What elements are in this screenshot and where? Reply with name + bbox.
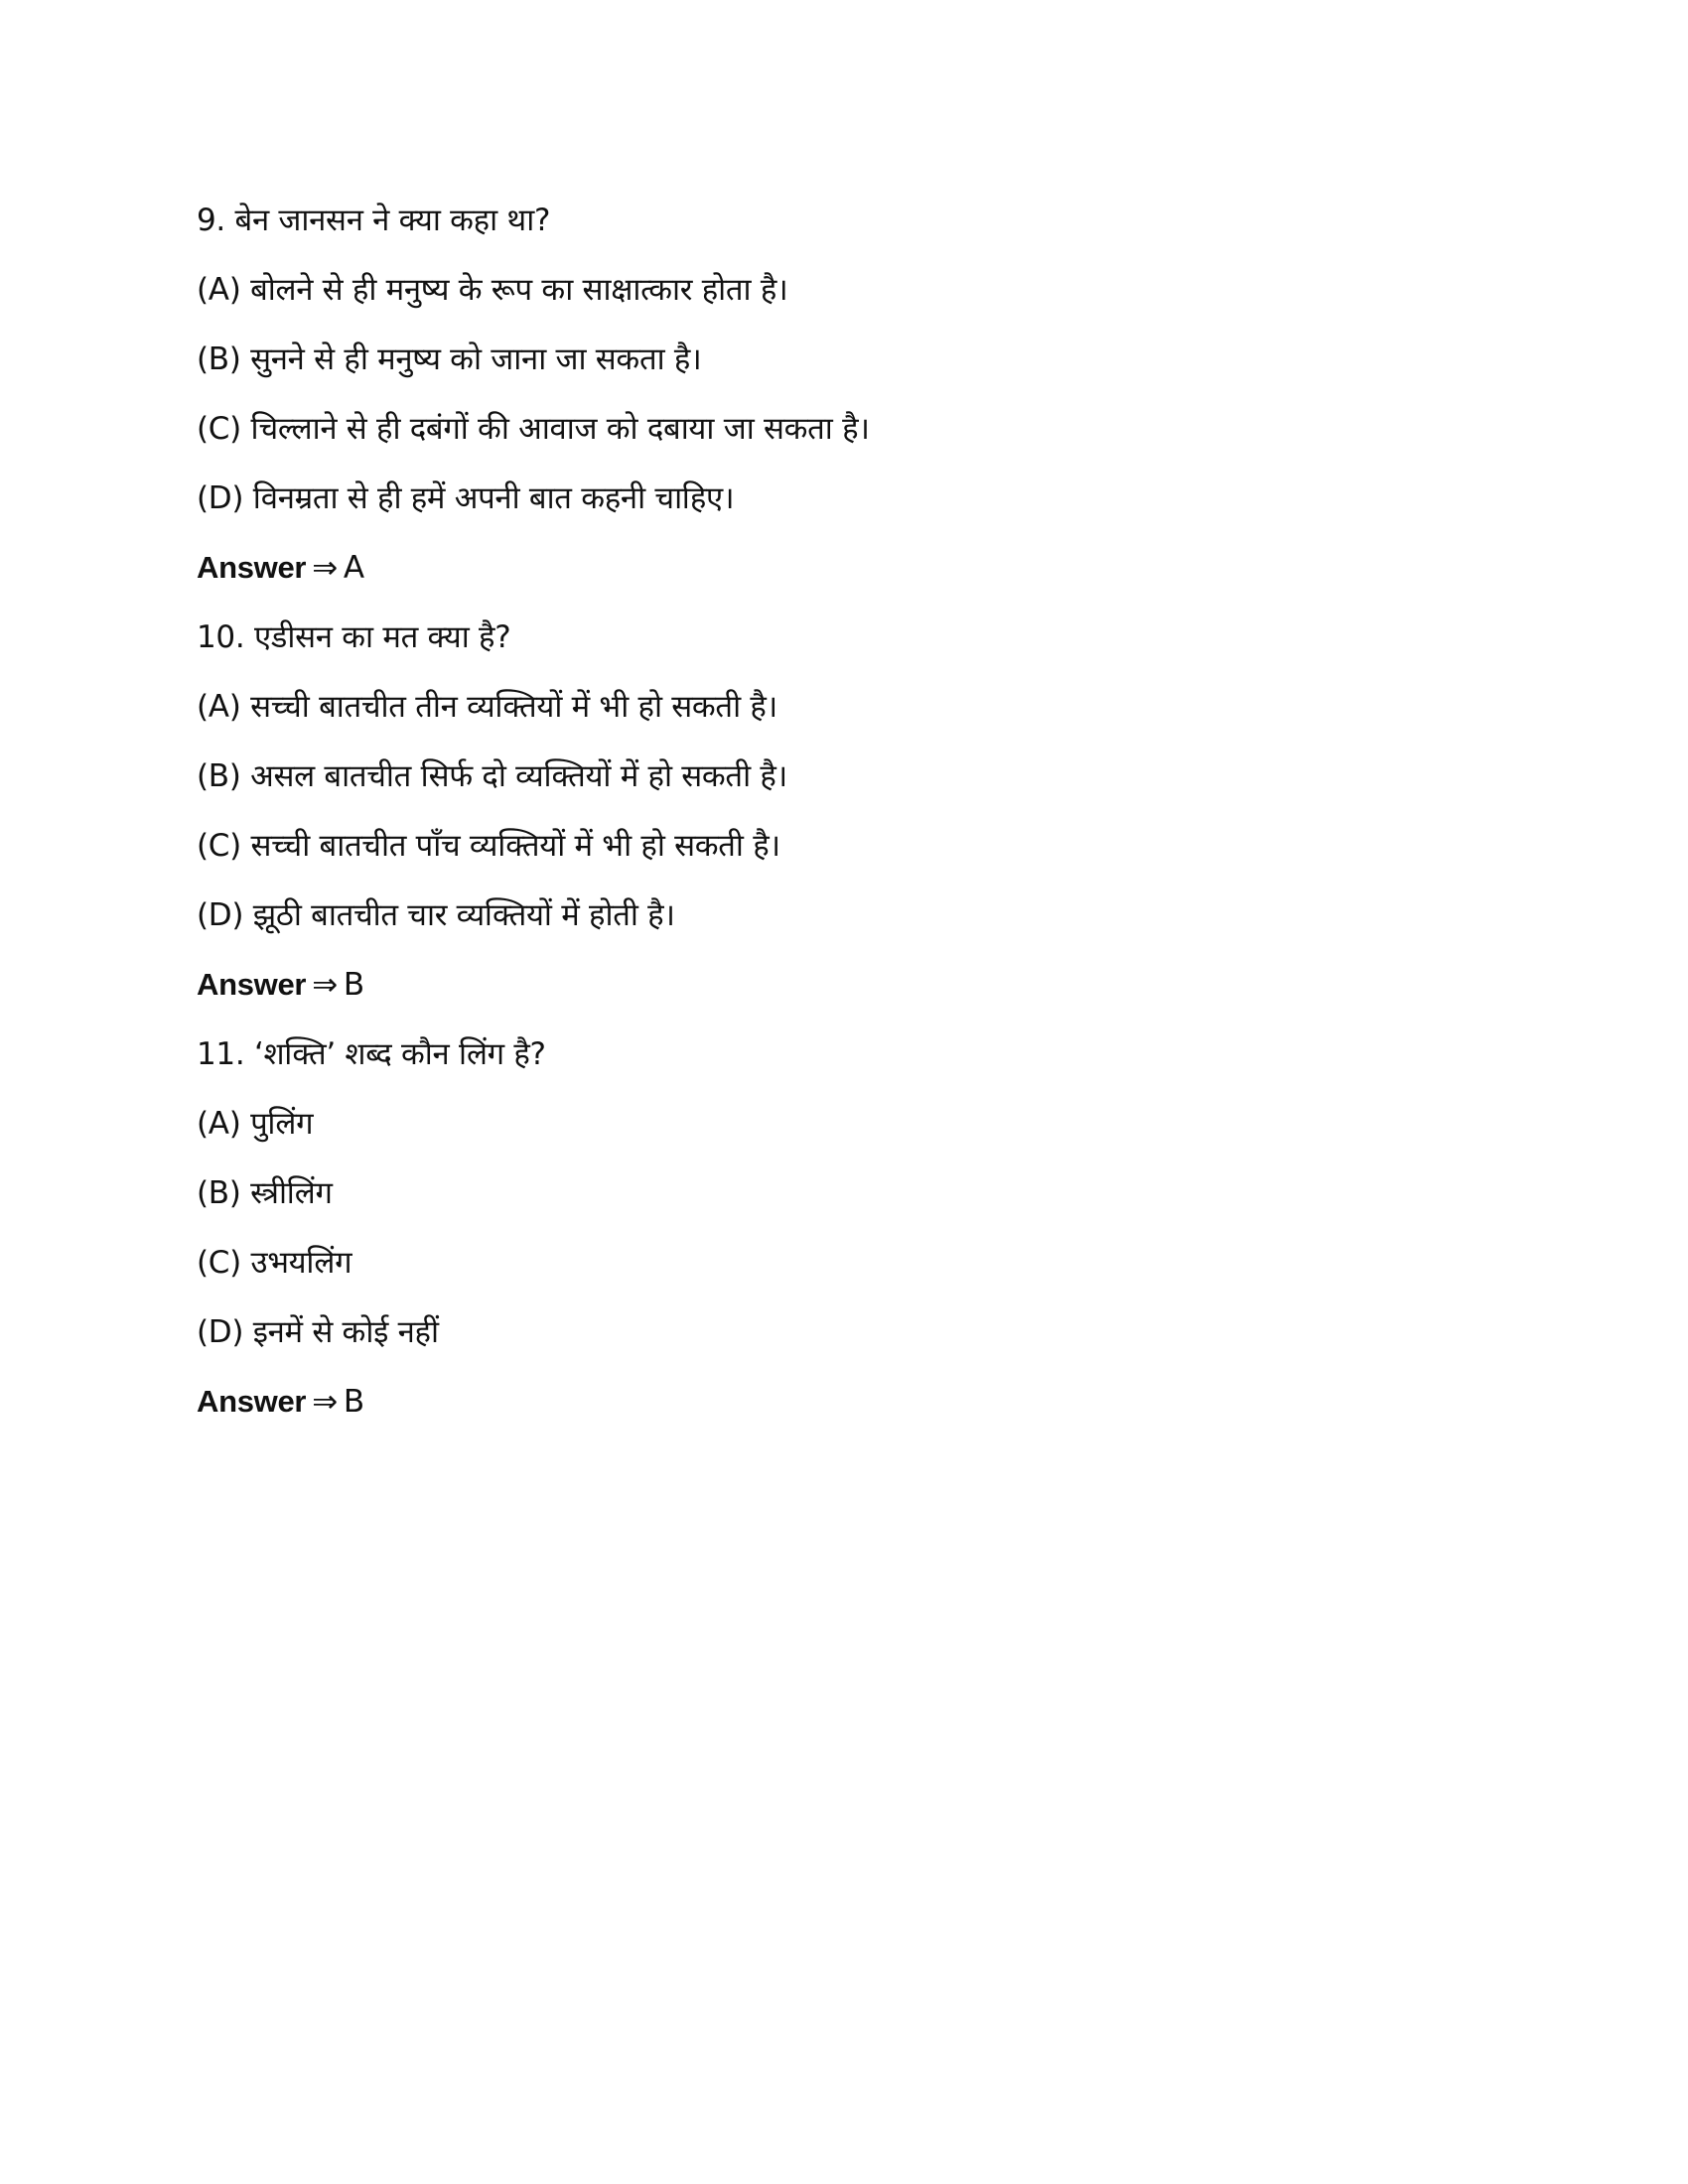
- arrow-icon: ⇒: [312, 1384, 338, 1420]
- option-a: [197, 1098, 1487, 1167]
- option-text: स्त्रीलिंग: [250, 1175, 333, 1211]
- option-text: सच्ची बातचीत पाँच व्यक्तियों में भी हो सकती है।: [250, 828, 780, 864]
- answer-line: [197, 542, 1487, 612]
- option-label: (A): [197, 272, 241, 308]
- option-a: [197, 681, 1487, 751]
- question-10: [197, 612, 1487, 681]
- question-number: 9.: [197, 203, 225, 238]
- document-page: [197, 195, 1487, 1445]
- option-label: (B): [197, 758, 241, 794]
- question-number: 10.: [197, 619, 245, 655]
- question-11: [197, 1028, 1487, 1098]
- option-text: इनमें से कोई नहीं: [252, 1314, 439, 1350]
- option-d: [197, 889, 1487, 959]
- question-text: बेन जानसन ने क्या कहा था?: [234, 203, 551, 238]
- answer-label: Answer: [197, 1384, 307, 1419]
- answer-line: [197, 1376, 1487, 1445]
- arrow-icon: ⇒: [312, 550, 338, 586]
- option-label: (D): [197, 480, 244, 516]
- answer-label: Answer: [197, 550, 307, 585]
- answer-line: [197, 959, 1487, 1028]
- option-label: (B): [197, 1175, 241, 1211]
- option-text: पुलिंग: [250, 1106, 314, 1142]
- answer-value: B: [343, 1384, 364, 1420]
- option-label: (A): [197, 689, 241, 725]
- option-text: उभयलिंग: [250, 1245, 352, 1281]
- option-d: [197, 1306, 1487, 1376]
- option-label: (B): [197, 341, 241, 377]
- option-a: [197, 264, 1487, 334]
- answer-value: B: [343, 967, 364, 1003]
- option-label: (C): [197, 411, 241, 447]
- answer-label: Answer: [197, 967, 307, 1002]
- option-label: (C): [197, 1245, 241, 1281]
- option-label: (A): [197, 1106, 241, 1142]
- option-text: चिल्लाने से ही दबंगों की आवाज को दबाया जा सकता है।: [250, 411, 870, 447]
- option-b: [197, 334, 1487, 403]
- option-b: [197, 751, 1487, 820]
- option-text: सच्ची बातचीत तीन व्यक्तियों में भी हो सकती है।: [250, 689, 777, 725]
- option-c: [197, 1237, 1487, 1306]
- question-text: एडीसन का मत क्या है?: [253, 619, 511, 655]
- option-label: (D): [197, 1314, 244, 1350]
- question-number: 11.: [197, 1036, 245, 1072]
- option-c: [197, 403, 1487, 473]
- question-9: [197, 195, 1487, 264]
- option-text: विनम्रता से ही हमें अपनी बात कहनी चाहिए।: [252, 480, 735, 516]
- option-d: [197, 473, 1487, 542]
- arrow-icon: ⇒: [312, 967, 338, 1003]
- question-text: ‘शक्ति’ शब्द कौन लिंग है?: [253, 1036, 546, 1072]
- option-b: [197, 1167, 1487, 1237]
- option-text: असल बातचीत सिर्फ दो व्यक्तियों में हो सकती है।: [250, 758, 787, 794]
- option-label: (C): [197, 828, 241, 864]
- option-text: बोलने से ही मनुष्य के रूप का साक्षात्कार होता है।: [250, 272, 788, 308]
- option-c: [197, 820, 1487, 889]
- option-text: सुनने से ही मनुष्य को जाना जा सकता है।: [250, 341, 702, 377]
- option-text: झूठी बातचीत चार व्यक्तियों में होती है।: [252, 897, 675, 933]
- answer-value: A: [343, 550, 364, 586]
- option-label: (D): [197, 897, 244, 933]
